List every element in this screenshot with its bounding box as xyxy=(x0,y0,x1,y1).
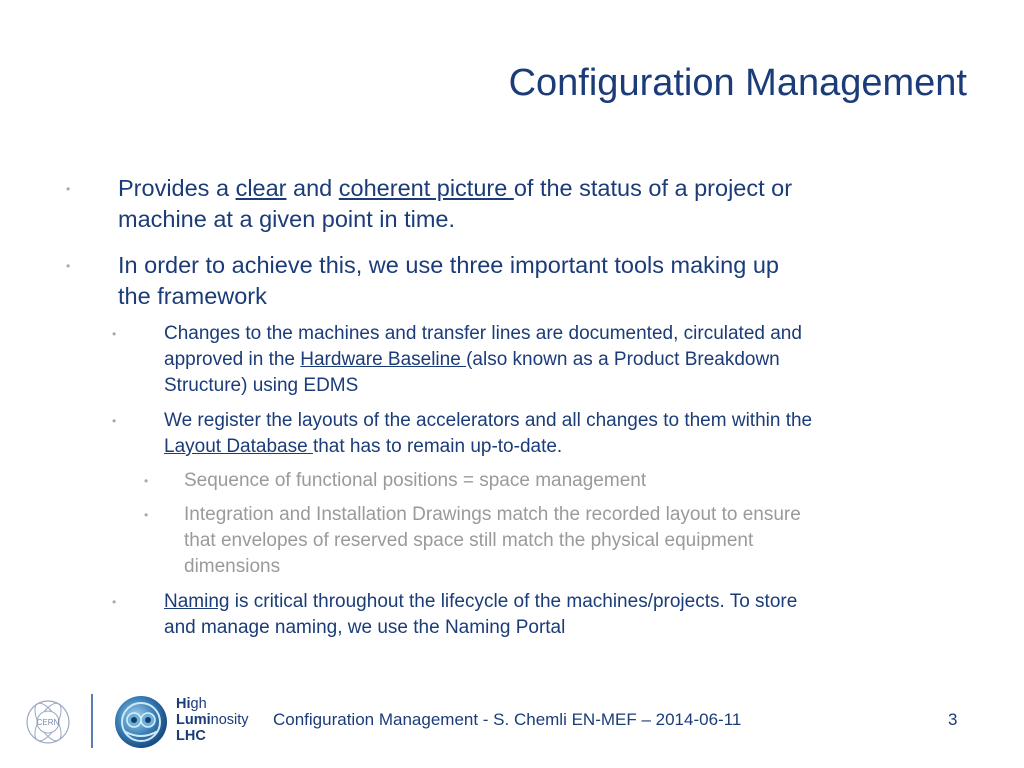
bullet-text: machine at a given point in time. xyxy=(118,206,456,232)
slide-title: Configuration Management xyxy=(508,62,967,104)
bullet-text: the framework xyxy=(118,283,267,309)
page-number: 3 xyxy=(948,710,958,729)
hl-text: Hi xyxy=(176,696,191,712)
footer-divider xyxy=(91,694,93,748)
link-coherent-picture[interactable]: coherent picture xyxy=(338,175,514,201)
hl-lhc-wordmark xyxy=(176,696,249,744)
cern-logo-text: CERN xyxy=(36,718,60,727)
bullet-dot-icon: • xyxy=(112,327,117,341)
bullet-text: that envelopes of reserved space still match the physical equipment xyxy=(184,530,754,551)
bullet-text: Integration and Installation Drawings match the recorded layout to ensure xyxy=(184,504,801,525)
bullet-dot-icon: • xyxy=(144,508,149,522)
hl-lhc-logo-icon xyxy=(110,693,172,751)
bullet-item-1 xyxy=(66,173,793,235)
link-naming[interactable]: Naming xyxy=(164,591,230,612)
bullet-item-4 xyxy=(112,408,813,460)
bullet-text: Sequence of functional positions = space management xyxy=(184,470,647,491)
bullet-dot-icon: • xyxy=(66,259,71,273)
bullet-text: In order to achieve this, we use three important tools making up xyxy=(118,252,779,278)
hl-text: nosity xyxy=(210,712,249,728)
bullet-text: We register the layouts of the accelerators and all changes to them within the xyxy=(164,410,813,431)
bullet-item-6 xyxy=(144,502,801,580)
bullet-text: is critical throughout the lifecycle of the machines/projects. To store xyxy=(229,591,798,612)
bullet-item-3 xyxy=(112,321,802,399)
link-clear[interactable]: clear xyxy=(235,175,287,201)
bullet-text: and manage naming, we use the Naming Portal xyxy=(164,617,566,638)
hl-text: gh xyxy=(190,696,207,712)
bullet-text: and xyxy=(286,175,339,201)
bullet-text: Structure) using EDMS xyxy=(164,375,359,396)
bullet-dot-icon: • xyxy=(66,182,71,196)
footer-text: Configuration Management - S. Chemli EN-MEF – 2014-06-11 xyxy=(273,710,742,729)
bullet-dot-icon: • xyxy=(144,474,149,488)
bullet-text: Provides a xyxy=(118,175,236,201)
bullet-text: of the status of a project or xyxy=(513,175,793,201)
hl-text: LHC xyxy=(176,728,206,744)
bullet-dot-icon: • xyxy=(112,595,117,609)
hl-text: Lumi xyxy=(176,712,211,728)
bullet-item-7 xyxy=(112,589,798,641)
link-layout-database[interactable]: Layout Database xyxy=(164,436,313,457)
bullet-item-5 xyxy=(144,468,647,494)
bullet-text: dimensions xyxy=(184,556,281,577)
bullet-text: Changes to the machines and transfer lines are documented, circulated and xyxy=(164,323,802,344)
bullet-dot-icon: • xyxy=(112,414,117,428)
bullet-text: that has to remain up-to-date. xyxy=(312,436,563,457)
bullet-text: approved in the xyxy=(164,349,301,370)
cern-logo-icon xyxy=(24,698,72,746)
bullet-item-2 xyxy=(66,250,779,312)
bullet-text: (also known as a Product Breakdown xyxy=(466,349,780,370)
link-hardware-baseline[interactable]: Hardware Baseline xyxy=(300,349,467,370)
